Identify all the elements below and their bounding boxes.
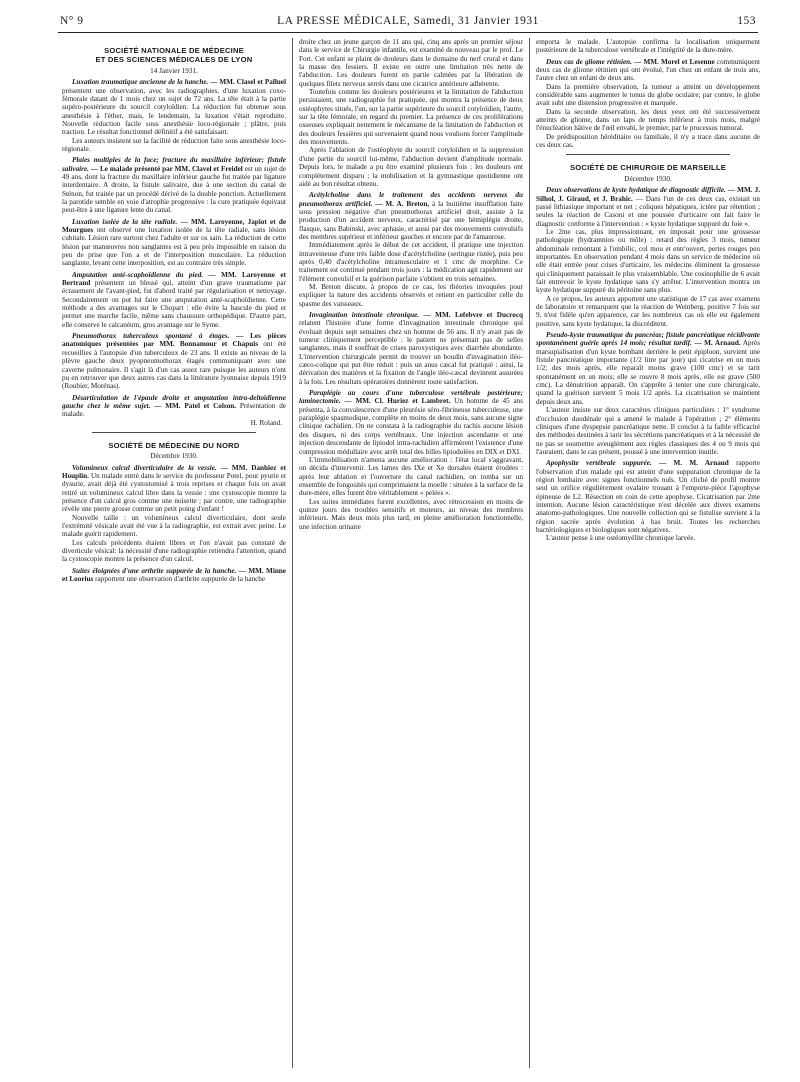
article-paragraph: Deux observations de kyste hydatique de diagnostic difficile. — MM. J. Silhol, J. Giraud, et J. Brahic. — Dans l'un de ces deux cas, existait un passé lithiasique important et net ; coliques hépatiques, ictère par rétention ; seules la réaction de Casoni et une poussée d'urticaire ont fait faire le diagnostic conforme à l'intervention : « kyste hydatique suppuré du foie ». [536,186,760,228]
article-authors: — MM. Danhiez et Houplin. [62,463,286,480]
article-paragraph: Apophysite vertébrale suppurée. — M. M. Arnaud rapporte l'observation d'un malade qui est atteint d'une suppuration chronique de la région lombaire avec signes fonctionnels nuls. Un cliché de profil montre seul un orifice régulièrement ovalaire trouant à l'emporte-pièce l'apophyse épineuse de L2. Résection en coin de cette apophyse. Cicatrisation par 2me intention. Aucune lésion caractéristique n'est décelée aux divers examens anatomo-pathologiques. Une nouvelle collection qui se fistulise survient à la région sacrée après évolution à bas bruit. Toutes les recherches bactériologiques et biologiques sont négatives. [536,459,760,534]
article-authors: — MM. Laroyenne et Bertrand [62,270,286,288]
article-authors: — MM. Laroyenne, Japiot et de Mourgues [62,217,286,234]
article-title: Désarticulation de l'épaule droite et amputation intra-deltoïdienne gauche chez le même sujet. [62,393,286,410]
signature: H. Roland. [250,418,282,427]
article-title: Paraplégie au cours d'une tuberculose vertébrale postérieure; laminectomie. [299,389,523,406]
article-paragraph: Après l'ablation de l'ostéophyte du sourcil cotyloïdien et la suppression d'une partie du sourcil lui-même, l'abduction devient d'amplitude normale. Depuis lors, le malade a pu être examiné plusieurs fois : les douleurs ont complètement disparu ; la mobilisation et la gymnastique quotidienne ont aidé au bon résultat obtenu. [299,146,523,188]
article-paragraph: Plaies multiples de la face; fracture du maxillaire inférieur; fistule salivaire. — Le malade présenté par MM. Clavel et Freidel est un sujet de 49 ans, dont la fracture du maxillaire inférieur gauche fut traitée par ligature interdentaire. A droite, la fistule salivaire, due à une section du canal de Sténon, fut traitée par un procédé dérivé de la double ponction. Actuellement la parotide semble en voie d'atrophie progressive : la cure pratiquée équivaut peut-être à une ligature lente du canal. [62,156,286,215]
article-authors: — MM. Cl. Huriez et Lambret. [344,397,451,406]
article-paragraph: Les suites immédiates furent excellentes, avec rétrocession en moins de quinze jours des troubles sensitifs et moteurs, au niveau des membres inférieurs. Mais deux mois plus tard, en pleine amélioration fonctionnelle, une infection urinaire [299,497,523,531]
section-divider [566,154,730,155]
article-paragraph: droite chez un jeune garçon de 11 ans qui, cinq ans après un premier séjour dans le service de Chirurgie infantile, est examiné de nouveau par le prof. Le Fort. Cet enfant se plaint de douleurs dans le domaine du nerf crural et dans la masse des fessiers. Il existe en outre une limitation très nette de l'abduction. Les douleurs furent en partie calmées par la libération de quelques filets nerveux serrés dans une cicatrice antérieure adhérente. [299,38,523,88]
article-paragraph: M. Breton discute, à propos de ce cas, les théories invoquées pour expliquer la nature des accidents observés et retient en particulier celle du spasme des vaisseaux. [299,282,523,308]
session-date: Décembre 1930. [624,174,672,183]
article-title: Deux observations de kyste hydatique de diagnostic difficile. [546,186,726,195]
article-title: Plaies multiples de la face; fracture du maxillaire inférieur; fistule salivaire. [62,156,286,173]
article-authors: — Les pièces anatomiques présentées par MM. Bonnamour et Chapuis [62,332,286,349]
article-paragraph: Luxation isolée de la tête radiale. — MM. Laroyenne, Japiot et de Mourgues ont observé une luxation isolée de la tête radiale, sans lésion cubitale. Lésion rare surtout chez l'adulte et sur os sain. La réduction de cette lésion par manœuvres non sanglantes est à peu près impossible en raison du peu de prise que l'on a et de l'interposition musculaire. La réduction sanglante, levant cette interposition, est au contraire très simple. [62,217,286,268]
article-paragraph: Luxation traumatique ancienne de la hanche. — MM. Clasel et Palluel présentent une observation, avec les radiographies, d'une luxation coxo-fémorale datant de 1 mois chez un sujet de 72 ans. La tête était à la partie supéro-postérieure du sourcil cotyloïdien. La réduction fut obtenue sous anesthésie à l'éther, mais, le lendemain, la luxation s'était reproduite. Nouvelle réduction facile sous anesthésie loco-régionale ; plâtre, puis traction. Le résultat fonctionnel définitif a été satisfaisant. [62,78,286,137]
article-paragraph: Pseudo-kyste traumatique du pancréas; fistule pancréatique récidivante spontanément guérie après 14 mois; résultat tardif. — M. Arnaud. Après marsupialisation d'un kyste bombant derrière le petit épiploon, survient une fistule pancréatique importante (1/2 litre par jour) qui cicatrise en un mois 1/2; des mois après, elle reparaît moins grave (100 cmc) et se tarit spontanément en un mois; elle se rouvre 8 mois après, elle est grave (500 cmc). La dénutrition apparaît. On s'apprête à tenter une cure chirurgicale, quand la guérison survient 5 mois 1/2 après. La cicatrisation se maintient depuis deux ans. [536,331,760,406]
article-title: Luxation isolée de la tête radiale. [72,217,178,226]
article-paragraph: Acétylcholine dans le traitement des accidents nerveux du pneumothorax artificiel. — M. A. Breton, à la huitième insufflation faite sous pression négative d'un pneumothorax artificiel droit, assiste à la production d'un accident nerveux, caractérisé par une hémiplégie droite, flasque, sans Babinski, avec aphasie, et aussi par des mouvements convulsifs des membres supérieur et inférieur gauches et encore par de l'amaurose. [299,191,523,241]
article-paragraph: Immédiatement après le début de cet accident, il pratique une injection intraveineuse d'une très faible dose d'acétylcholine (seringue ristée), puis peu après 0,40 d'acétylcholine intramusculaire et 1 cmc de morphine. Ce traitement est continué pendant trois jours : la médication agit rapidement sur l'élément convulsif et la guérison parfaite s'obtient en trois semaines. [299,241,523,283]
article-authors: — MM. Minne et Loorius [62,566,286,584]
session-date: Décembre 1930. [150,452,198,461]
article-title: Pseudo-kyste traumatique du pancréas; fistule pancréatique récidivante spontanément guérie après 14 mois; résultat tardif. [536,331,760,348]
article-title: Invagination intestinale chronique. [309,311,420,319]
article-authors: — MM. Patel et Colson. [154,401,237,410]
article-paragraph: L'auteur pense à une ostéomyélite chronique larvée. [546,534,696,543]
article-authors: — MM. Clasel et Palluel [210,78,286,87]
issue-number: N° 9 [60,15,84,27]
article-paragraph: Nouvelle taille : un volumineux calcul diverticulaire, dont seule l'extrémité vésicale avait été vue à la radiographie, est extrait avec peine. Le malade guérit rapidement. [62,513,286,539]
article-paragraph: Invagination intestinale chronique. — MM. Lefebvre et Ducrocq relatent l'histoire d'une forme d'invagination intestinale chronique qui évoluait depuis sept semaines chez un homme de 56 ans. Il n'y avait pas de tumeur cliniquement perceptible : le patient ne présentait pas de selles sanglantes, mais il souffrait de crises paroxystiques avec diarrhée abondante. L'intervention chirurgicale permit de trouver un boudin d'invagination iléo-cæco-colique qui put être réduit : puis un anus cæcal fut pratiqué : ainsi, la dérivation des matières et la fixation de l'angle iléo-cæcal devinrent assurées à la fois. Les résultats opératoires donnèrent toute satisfaction. [299,311,523,386]
article-paragraph: emporta le malade. L'autopsie confirma la localisation uniquement postérieure de la tuberculose vertébrale et l'intégrité de la dure-mère. [536,38,760,55]
article-title: Amputation anté-scaphoïdienne du pied. [72,270,204,279]
article-authors: — MM. Lefebvre et Ducrocq [423,311,523,319]
society-heading: SOCIÉTÉ DE CHIRURGIE DE MARSEILLE [570,163,726,173]
article-paragraph: Deux cas de gliome rétinien. — MM. Morel et Lesenne communiquent deux cas de gliome rétinien qui ont évolué, l'un chez un enfant de trois ans, l'autre chez un enfant de deux ans. [536,57,760,83]
article-paragraph: Le 2me cas, plus impressionnant, en imposait pour une grossesse pathologique (hydramnios ou môle) : retard des règles 3 mois, tumeur abdominale remontant à l'ombilic, col mou et entr'ouvert, pertes rouges peu importantes. En observation pendant 4 mois dans un service de médecine où elle était entrée pour crises d'urticaire, les médecins éliminent la grossesse qui cliniquement paraissait le plus vraisemblable. Une cosinophilie de 6 avait fait entrevoir le kyste hydatique sans s'y arrêter. L'intervention montra un kyste hydatique suppuré du péritoine sans plus. [536,227,760,295]
article-title: Pneumothorax tuberculeux spontané à étages. [72,332,230,341]
article-paragraph: Les calculs précédents étaient libres et l'on n'avait pas constaté de diverticule vésical: la nécessité d'une radiographie retiendra l'attention, quand la cystoscopie montre la présence d'un calcul. [62,538,286,564]
column-3 [536,38,760,1068]
column-rule [529,38,530,1068]
article-title: Suites éloignées d'une arthrite suppurée de la hanche. [72,566,237,575]
article-authors: — M. Arnaud. [694,339,741,348]
article-paragraph: Suites éloignées d'une arthrite suppurée de la hanche. — MM. Minne et Loorius rapportent une observation d'arthrite suppurée de la hanche [62,566,286,584]
article-title: Volumineux calcul diverticulaire de la vessie. [72,463,217,472]
journal-title: LA PRESSE MÉDICALE, Samedi, 31 Janvier 1931 [277,15,539,27]
running-header [58,12,758,33]
article-authors: — MM. Morel et Lesenne [634,57,715,66]
article-paragraph: Désarticulation de l'épaule droite et amputation intra-deltoïdienne gauche chez le même sujet. — MM. Patel et Colson. Présentation de malade. [62,393,286,419]
column-2 [299,38,523,1068]
article-paragraph: Dans la première observation, la tumeur a atteint un développement considérable sans augmenter le tonus du globe oculaire; par contre, le globe avait subi une distension progressive et marquée. [536,82,760,108]
column-rule [292,38,293,1068]
article-paragraph: Paraplégie au cours d'une tuberculose vertébrale postérieure; laminectomie. — MM. Cl. Huriez et Lambret. Un homme de 45 ans présenta, à la convalescence d'une pleurésie séro-fibrineuse tuberculeuse, une paraplégie spasmodique, complète en moins de deux mois, sans aucune signe clinique rachidien. On ne constata à la radiographie du rachis aucune lésion des disques, ni des corps vertébraux. Une injection ascendante et une injection descendante de lipiodol intra-rachidien affirmèrent l'existence d'une compression médullaire avec arrêt total des billes lipiodolées en DIX et DXI. [299,389,523,456]
session-date: 14 Janvier 1931. [150,66,198,75]
article-paragraph: Pneumothorax tuberculeux spontané à étages. — Les pièces anatomiques présentées par MM. Bonnamour et Chapuis ont été recueillies à l'autopsie d'un tuberculeux de 23 ans. Il existe au niveau de la plèvre gauche deux pyopneumothorax étagés communiquant avec une caverne pulmonaire. Il s'agit là d'un cas assez rare puisque les auteurs n'ont pu en retrouver que deux autres cas dans la littérature lyonnaise depuis 1919 (Roubier, Morénas). [62,332,286,391]
article-title: Luxation traumatique ancienne de la hanche. [72,78,209,87]
section-divider [92,432,256,433]
article-paragraph: Dans la seconde observation, les deux yeux ont été successivement atteints de gliome, dans un laps de temps inférieur à trois mois, malgré l'énucléation hâtive de l'œil envahi, le premier, par le processus tumoral. [536,107,760,133]
article-paragraph: Amputation anté-scaphoïdienne du pied. — MM. Laroyenne et Bertrand présentent un blessé qui, atteint d'un grave traumatisme par écrasement de l'avant-pied, fut d'abord traité par régularisation et nettoyage. Secondairement on put lui faire une amputation anté-scaphoïdienne. Cette méthode a des avantages sur le Chopart : elle évite la bascule du pied et permet une marche facile, même sans chaussure orthopédique. D'autre part, elle conserve le calcanéum, gros avantage sur le Syme. [62,270,286,329]
article-authors: — M. M. Arnaud [659,459,729,468]
column-1 [62,38,286,1068]
article-title: Apophysite vertébrale suppurée. [546,459,652,468]
article-paragraph: Toutefois comme les douleurs postérieures et la limitation de l'abduction persistaient, une radiographie fut pratiquée, qui montra la présence de deux ostéophytes situés, l'un, sur la partie supérieure du sourcil cotyloïdien, l'autre, sur la tête fémorale, en regard du premier. La présence de ces proliférations osseuses expliquait nettement le mécanisme de la limitation de l'abduction et des douleurs fessières qui survenaient quand nous voulions forcer l'amplitude des mouvements. [299,88,523,147]
article-title: Deux cas de gliome rétinien. [546,57,632,66]
article-paragraph: Volumineux calcul diverticulaire de la vessie. — MM. Danhiez et Houplin. Un malade entré dans le service du professeur Potel, pour pyurie et dysurie, avait déjà été cystostomisé à trois reprises et chaque fois on avait retiré un volumineux calcul libre dans la vessie : une cystoscopie montre la présence d'un calcul gros comme une noisette ; par contre, une radiographie révèle une pierre grosse comme un petit poing d'enfant ! [62,463,286,514]
article-paragraph: De prédisposition héréditaire ou familiale, il n'y a trace dans aucune de ces deux cas. [536,132,760,150]
article-paragraph: Les auteurs insistent sur la facilité de réduction faite sous anesthésie loco-régionale. [62,136,286,153]
article-authors: — M. A. Breton, [375,199,430,208]
article-authors: — MM. J. Silhol, J. Giraud, et J. Brahic. [536,186,760,203]
society-heading: SOCIÉTÉ DE MÉDECINE DU NORD [108,440,240,450]
article-authors: — Le malade présenté par MM. Clavel et Freidel [90,164,243,173]
article-paragraph: L'immobilisation n'amena aucune amélioration : l'état local s'aggravant, on décida d'intervenir. Les lames des IXe et Xe dorsales étaient érodées : après leur ablation et l'ouverture du canal rachidien, on tomba sur un ensemble de fongosités qui comprimaient la moelle : situées à la surface de la dure-mère, elles furent être véritablement « pelées ». [299,455,523,498]
article-paragraph: A ce propos, les auteurs apportent une statistique de 17 cas avec examens de laboratoire et remarquent que la réaction de Weinberg, positive 7 fois sur 9, n'est fidèle qu'en apparence, car les nombreux cas où elle est également positive, sans kyste hydatique, la discréditent. [536,294,760,328]
article-title: Acétylcholine dans le traitement des accidents nerveux du pneumothorax artificiel. [299,191,523,208]
article-paragraph: L'auteur insiste sur deux caractères cliniques particuliers : 1° syndrome d'occlusion duodénale qui a amené le malade à l'opération ; 2° éléments cliniques d'une dyspepsie pancréatique nette. Il conclut à la faible efficacité des méthodes destinées à tarir les sécrétions pancréatiques et à la nécessité de ne pas se soumettre aveuglément aux règles classiques des 4 ou 9 mois qui l'auraient, dans le cas présent, poussé à une intervention inutile. [536,406,760,456]
page-number: 153 [737,15,756,27]
society-heading: SOCIÉTÉ NATIONALE DE MÉDECINE ET DES SCIENCES MÉDICALES DE LYON [95,46,253,65]
